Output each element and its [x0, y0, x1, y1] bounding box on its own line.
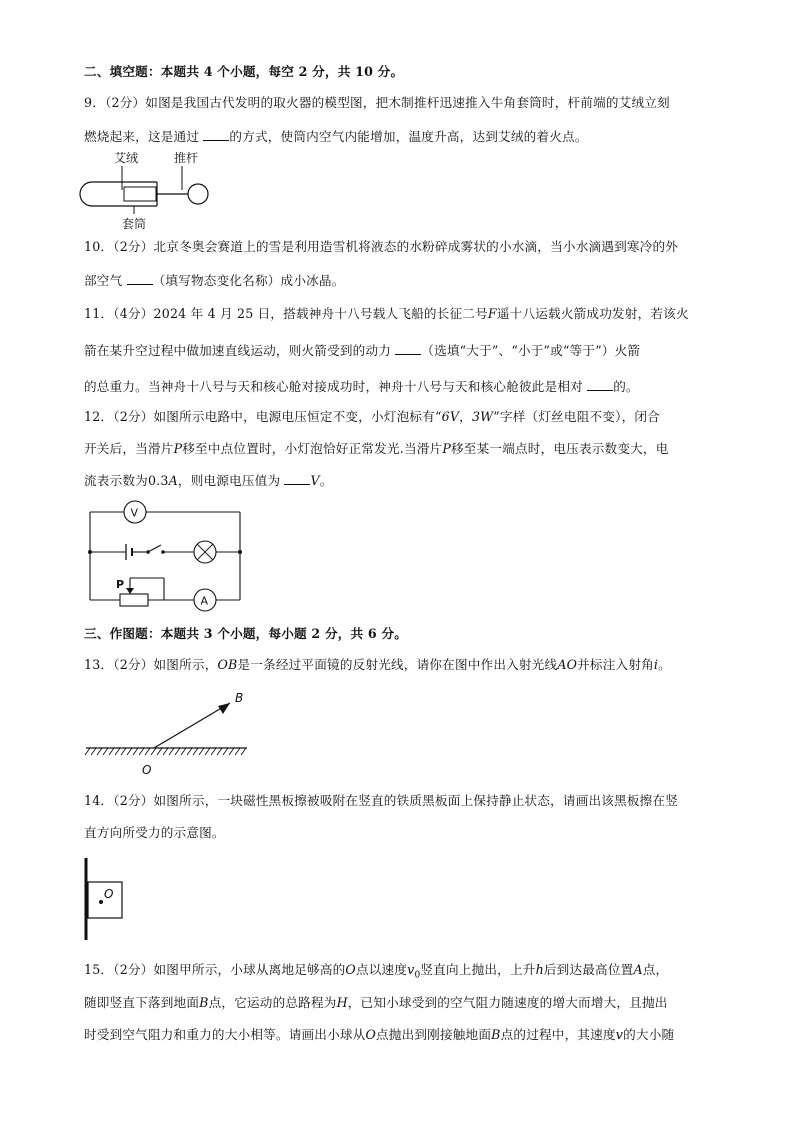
- q13-text-b: 是一条经过平面镜的反射光线，请你在图中作出入射光线: [237, 657, 558, 672]
- q13-label-b: B: [235, 691, 244, 705]
- q15-total-h: H: [336, 995, 348, 1010]
- q15-v0-sub: 0: [414, 970, 421, 981]
- q11-rocket-model: F: [487, 306, 497, 321]
- q15-text-i: 时受到空气阻力和重力的大小相等。请画出小球从: [84, 1027, 366, 1042]
- q12-line-3: [84, 472, 333, 489]
- q9-label-airong: 艾绒: [114, 151, 139, 165]
- q15-line-2: [84, 995, 668, 1011]
- q13-hatch-mark: [199, 748, 204, 755]
- q12-text-c: 开关后，当滑片: [84, 441, 174, 456]
- q13-text-d: 。: [658, 657, 671, 672]
- q9-text-b: 的方式，使筒内空气内能增加，温度升高，达到艾绒的着火点。: [229, 129, 588, 144]
- q11-text-e: 的总重力。当神舟十八号与天和核心舱对接成功时，神舟十八号与天和核心舱彼此是相对: [84, 379, 583, 394]
- q11-text-a: 11．（4分）2024 年 4 月 25 日，搭载神舟十八号载人飞船的长征二号: [84, 306, 488, 321]
- q12-switch-blade: [148, 545, 161, 552]
- q13-hatch-mark: [121, 748, 126, 755]
- q13-hatch-mark: [217, 748, 222, 755]
- q13-hatch-mark: [145, 748, 150, 755]
- q15-text-j: 点抛出到刚接触地面: [376, 1027, 492, 1042]
- q9-tube-outline: [80, 182, 157, 206]
- q14-line-1: 14．（2分）如图所示，一块磁性黑板擦被吸附在竖直的铁质黑板面上保持静止状态，请画出该黑板擦在竖: [84, 793, 679, 808]
- q11-answer-blank-2[interactable]: [587, 378, 613, 391]
- q13-hatch-mark: [193, 748, 198, 755]
- q13-hatch-mark: [223, 748, 228, 755]
- q13-hatch-mark: [169, 748, 174, 755]
- q12-slider-p-1: P: [173, 441, 183, 456]
- q13-hatch-mark: [133, 748, 138, 755]
- q12-line-2: [84, 441, 669, 457]
- q15-text-a: 15．（2分）如图甲所示，小球从离地足够高的: [84, 962, 346, 977]
- q9-label-tuigan: 推杆: [174, 151, 199, 165]
- q14-point-o: [99, 900, 103, 904]
- q15-v0: v: [407, 962, 415, 977]
- q13-hatch-mark: [151, 748, 156, 755]
- q13-hatch-mark: [115, 748, 120, 755]
- q14-line-2: 直方向所受力的示意图。: [84, 825, 225, 840]
- q14-label-o: O: [104, 887, 114, 901]
- q15-text-b: 点以速度: [355, 962, 408, 977]
- q15-v: v: [615, 1027, 624, 1042]
- q15-text-f: 随即竖直下落到地面: [84, 995, 200, 1010]
- q12-comma: ，: [459, 409, 472, 424]
- q13-hatch-mark: [205, 748, 210, 755]
- q11-line-3: [84, 378, 639, 395]
- q12-voltage-unit: V: [310, 473, 320, 488]
- q15-line-1: [84, 962, 668, 984]
- q11-line-1: [84, 306, 689, 322]
- q13-hatch-mark: [139, 748, 144, 755]
- q10-text-b: （填写物态变化名称）成小冰晶。: [152, 273, 345, 288]
- q15-text-h: ，已知小球受到的空气阻力随速度的增大而增大，且抛出: [347, 995, 668, 1010]
- q9-label-taotong: 套筒: [122, 217, 147, 231]
- q12-slider-arrow: [126, 588, 134, 594]
- q9-piston-head: [124, 187, 156, 201]
- q13-mirror-figure: [84, 688, 254, 780]
- q12-text-f: 流表示数为: [84, 473, 148, 488]
- q13-hatch-mark: [91, 748, 96, 755]
- q12-text-b: ”字样（灯丝电阻不变），闭合: [493, 409, 660, 424]
- q12-rated-voltage: 6V: [441, 409, 460, 424]
- q11-line-2: [84, 342, 640, 359]
- q13-label-o: O: [142, 763, 152, 777]
- q12-slider-p-2: P: [442, 441, 452, 456]
- q15-text-e: 点，: [642, 962, 669, 977]
- q9-answer-blank[interactable]: [203, 128, 229, 141]
- q15-text-g: 点，它运动的总路程为: [208, 995, 337, 1010]
- q15-point-b: B: [199, 995, 209, 1010]
- q10-line-1: 10．（2分）北京冬奥会赛道上的雪是利用造雪机将液态的水粉碎成雾状的小水滴，当小水滴遇到寒冷的外: [84, 239, 679, 254]
- q13-text-c: 并标注入射角: [577, 657, 654, 672]
- q14-eraser-figure: [82, 856, 132, 946]
- q13-hatch-mark: [103, 748, 108, 755]
- q12-text-g: ，则电源电压值为: [177, 473, 281, 488]
- q9-rod-handle: [188, 184, 208, 204]
- q12-slider-label: P: [116, 578, 125, 591]
- q9-text-a: 燃烧起来，这是通过: [84, 129, 200, 144]
- q10-line-2: [84, 272, 345, 289]
- q13-hatch-mark: [211, 748, 216, 755]
- q9-line-2: [84, 128, 588, 145]
- q13-hatch-mark: [109, 748, 114, 755]
- q15-point-o: O: [345, 962, 356, 977]
- q11-text-c: 箭在某升空过程中做加速直线运动，则火箭受到的动力: [84, 343, 392, 358]
- section-3-heading: 三、作图题：本题共 3 个小题，每小题 2 分，共 6 分。: [84, 626, 408, 641]
- q12-text-e: 移至某一端点时，电压表示数变大，电: [451, 441, 669, 456]
- q13-hatch-mark: [241, 748, 246, 755]
- q13-hatch-mark: [235, 748, 240, 755]
- section-2-heading: 二、填空题：本题共 4 个小题，每空 2 分，共 10 分。: [84, 64, 404, 79]
- q11-text-d: （选填“大于”、“小于”或“等于”）火箭: [421, 343, 641, 358]
- q13-angle-i: i: [653, 657, 659, 672]
- q13-hatch-mark: [187, 748, 192, 755]
- q13-hatch-mark: [85, 748, 90, 755]
- q15-h: h: [535, 962, 544, 977]
- q12-text-d: 移至中点位置时，小灯泡恰好正常发光.当滑片: [182, 441, 443, 456]
- q12-answer-blank[interactable]: [284, 472, 310, 485]
- q13-mirror-hatching: [85, 748, 246, 755]
- q13-hatch-mark: [157, 748, 162, 755]
- q12-line-1: [84, 409, 660, 425]
- q15-text-k: 点的过程中，其速度: [500, 1027, 616, 1042]
- q11-text-b: 遥十八运载火箭成功发射，若该火: [496, 306, 689, 321]
- q13-hatch-mark: [229, 748, 234, 755]
- q11-text-f: 的。: [613, 379, 639, 394]
- q13-hatch-mark: [127, 748, 132, 755]
- q13-hatch-mark: [175, 748, 180, 755]
- q11-answer-blank-1[interactable]: [395, 342, 421, 355]
- q13-ray-ob: OB: [217, 657, 238, 672]
- q15-point-b-2: B: [491, 1027, 501, 1042]
- q12-circuit-figure: [84, 498, 249, 613]
- q13-line-1: [84, 657, 671, 673]
- q13-reflected-ray-ob: [154, 703, 230, 748]
- q15-line-3: [84, 1027, 674, 1043]
- q13-ray-ao: AO: [557, 657, 578, 672]
- q12-rheostat: [120, 594, 148, 606]
- q12-text-h: 。: [319, 473, 333, 488]
- q12-current-unit: A: [168, 473, 178, 488]
- q10-answer-blank[interactable]: [127, 272, 153, 285]
- q15-point-o-2: O: [365, 1027, 376, 1042]
- q12-text-a: 12．（2分）如图所示电路中，电源电压恒定不变，小灯泡标有“: [84, 409, 442, 424]
- q13-ray-arrowhead: [218, 703, 230, 714]
- q15-point-a: A: [633, 962, 643, 977]
- q15-text-l: 的大小随: [623, 1027, 675, 1042]
- q12-ammeter-label: A: [200, 594, 209, 608]
- q9-line-1: 9．（2分）如图是我国古代发明的取火器的模型图，把木制推杆迅速推入牛角套筒时，杆前端的艾绒立刻: [84, 95, 670, 110]
- q12-current-value: 0.3: [147, 473, 169, 488]
- q12-rated-power: 3W: [471, 409, 494, 424]
- q13-hatch-mark: [97, 748, 102, 755]
- q9-fire-piston-figure: [82, 148, 212, 230]
- q13-text-a: 13．（2分）如图所示，: [84, 657, 218, 672]
- q13-hatch-mark: [181, 748, 186, 755]
- q12-voltmeter-label: V: [130, 506, 139, 520]
- q13-hatch-mark: [163, 748, 168, 755]
- q10-text-a: 部空气: [84, 273, 123, 288]
- q15-text-c: 竖直向上抛出，上升: [420, 962, 536, 977]
- q15-text-d: 后到达最高位置: [543, 962, 634, 977]
